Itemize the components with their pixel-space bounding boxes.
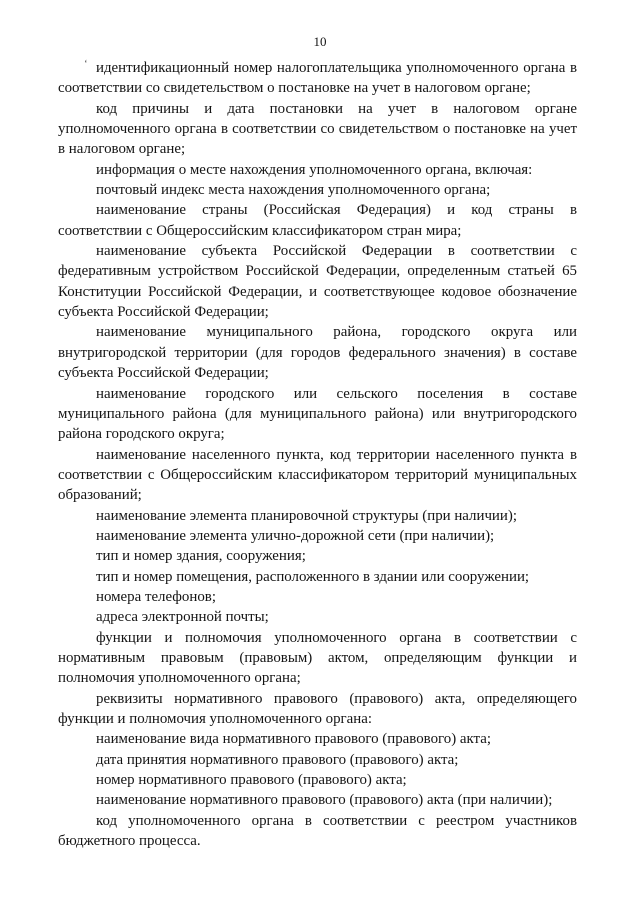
paragraph-premises: тип и номер помещения, расположенного в здании или сооружении; bbox=[96, 568, 530, 585]
paragraph-locality: наименование населенного пункта, код территории населенного пункта в соответствии с Общероссийским классификатором территорий муниципальных образований; bbox=[58, 446, 577, 504]
paragraph-location-info: информация о месте нахождения уполномоченного органа, включая: bbox=[96, 161, 533, 178]
paragraph-subject: наименование субъекта Российской Федерации в соответствии с федеративным устройством Российской Федерации, определенным статьей 65 Конституции Российской Федерации, и соответствующее кодовое обозначение субъекта Российской Федерации; bbox=[58, 243, 577, 321]
paragraph-act-type: наименование вида нормативного правового (правового) акта; bbox=[96, 731, 491, 748]
paragraph-country: наименование страны (Российская Федерация) и код страны в соответствии с Общероссийским классификатором стран мира; bbox=[58, 202, 577, 239]
paragraph-municipal-district: наименование муниципального района, городского округа или внутригородской территории (для городов федерального значения) в составе субъекта Российской Федерации; bbox=[58, 324, 577, 382]
document-body bbox=[58, 58, 577, 851]
paragraph-kpp: код причины и дата постановки на учет в налоговом органе уполномоченного органа в соответствии со свидетельством о постановке на учет в налоговом органе; bbox=[58, 100, 577, 158]
paragraph-postal-index: почтовый индекс места нахождения уполномоченного органа; bbox=[96, 182, 491, 199]
paragraph-act-name: наименование нормативного правового (правового) акта (при наличии); bbox=[96, 792, 553, 809]
paragraph-act-date: дата принятия нормативного правового (правового) акта; bbox=[96, 751, 459, 768]
paragraph-email: адреса электронной почты; bbox=[96, 609, 269, 626]
paragraph-functions: функции и полномочия уполномоченного органа в соответствии с нормативным правовым (правовым) актом, определяющим функции и полномочия уполномоченного органа; bbox=[58, 629, 577, 687]
paragraph-street-element: наименование элемента улично-дорожной сети (при наличии); bbox=[96, 527, 495, 544]
paragraph-phones: номера телефонов; bbox=[96, 588, 216, 605]
paragraph-act-details: реквизиты нормативного правового (правового) акта, определяющего функции и полномочия уполномоченного органа: bbox=[58, 690, 577, 727]
page-number: 10 bbox=[313, 34, 327, 49]
paragraph-building: тип и номер здания, сооружения; bbox=[96, 548, 306, 565]
paragraph-act-number: номер нормативного правового (правового) акта; bbox=[96, 772, 407, 789]
paragraph-budget-code: код уполномоченного органа в соответствии с реестром участников бюджетного процесса. bbox=[58, 812, 577, 850]
paragraph-settlement: наименование городского или сельского поселения в составе муниципального района (для муниципального района) или внутригородского района городского округа; bbox=[58, 385, 577, 443]
paragraph-inn: идентификационный номер налогоплательщика уполномоченного органа в соответствии со свидетельством о постановке на учет в налоговом органе; bbox=[58, 60, 577, 97]
scan-mark: ‘ bbox=[84, 58, 88, 70]
paragraph-planning-element: наименование элемента планировочной структуры (при наличии); bbox=[96, 507, 517, 524]
